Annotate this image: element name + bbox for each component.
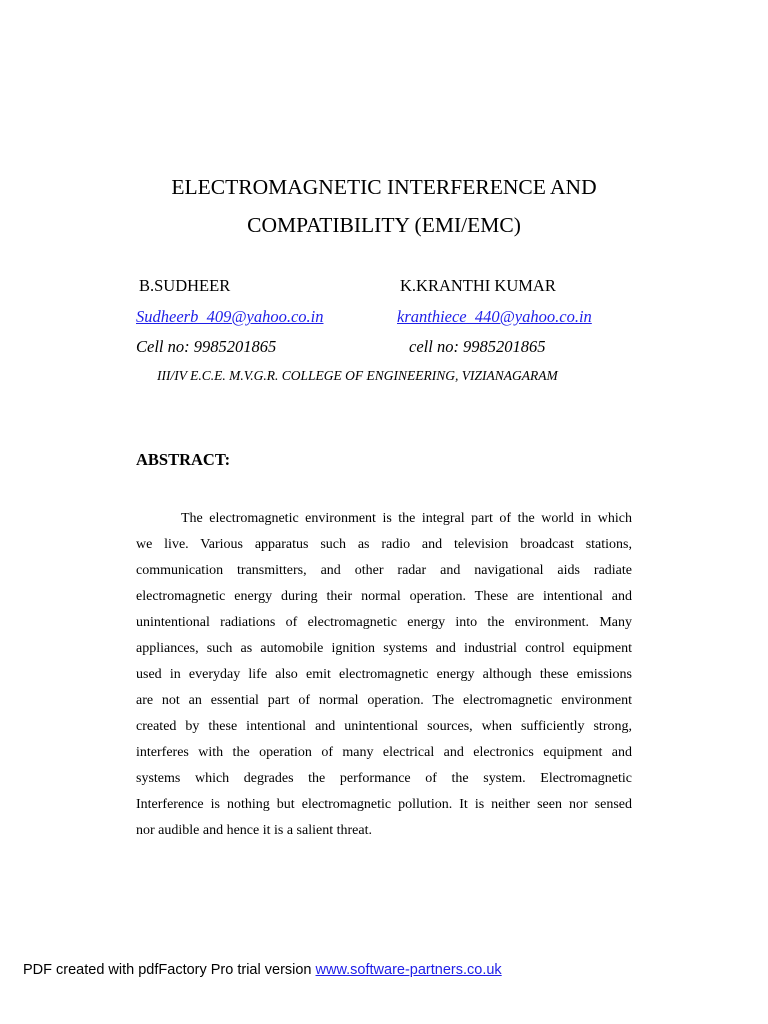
abstract-line: unintentional radiations of electromagnetic energy into the environment. Many [136, 615, 632, 630]
affiliation: III/IV E.C.E. M.V.G.R. COLLEGE OF ENGINEERING, VIZIANAGARAM [157, 368, 558, 383]
pdf-footer [23, 962, 502, 978]
abstract-body [136, 506, 632, 844]
abstract-line: systems which degrades the performance of the system. Electromagnetic [136, 771, 632, 786]
abstract-line: communication transmitters, and other radar and navigational aids radiate [136, 563, 632, 578]
title-line-2: COMPATIBILITY (EMI/EMC) [247, 213, 521, 237]
author-2-name: K.KRANTHI KUMAR [400, 276, 556, 295]
author-1-cell: Cell no: 9985201865 [136, 337, 277, 356]
abstract-line: Interference is nothing but electromagnetic pollution. It is neither seen nor sensed [136, 797, 632, 812]
abstract-line: electromagnetic energy during their normal operation. These are intentional and [136, 589, 632, 604]
author-2-cell: cell no: 9985201865 [409, 337, 546, 356]
author-1-email-link[interactable]: Sudheerb_409@yahoo.co.in [136, 307, 324, 326]
paper-title [0, 168, 768, 244]
abstract-line: nor audible and hence it is a salient threat. [136, 823, 372, 838]
abstract-line: The electromagnetic environment is the integral part of the world in which [181, 511, 632, 526]
author-1-name: B.SUDHEER [139, 276, 231, 295]
abstract-line: created by these intentional and unintentional sources, when sufficiently strong, [136, 719, 632, 734]
abstract-heading: ABSTRACT: [136, 450, 231, 469]
abstract-line: interferes with the operation of many electrical and electronics equipment and [136, 745, 632, 760]
abstract-line: used in everyday life also emit electromagnetic energy although these emissions [136, 667, 632, 682]
title-line-1: ELECTROMAGNETIC INTERFERENCE AND [171, 175, 597, 199]
abstract-line: appliances, such as automobile ignition systems and industrial control equipment [136, 641, 632, 656]
footer-text: PDF created with pdfFactory Pro trial version [23, 962, 316, 978]
abstract-line: we live. Various apparatus such as radio and television broadcast stations, [136, 537, 632, 552]
abstract-line: are not an essential part of normal operation. The electromagnetic environment [136, 693, 632, 708]
footer-link[interactable]: www.software-partners.co.uk [315, 962, 502, 978]
author-2-email-link[interactable]: kranthiece_440@yahoo.co.in [397, 307, 592, 326]
